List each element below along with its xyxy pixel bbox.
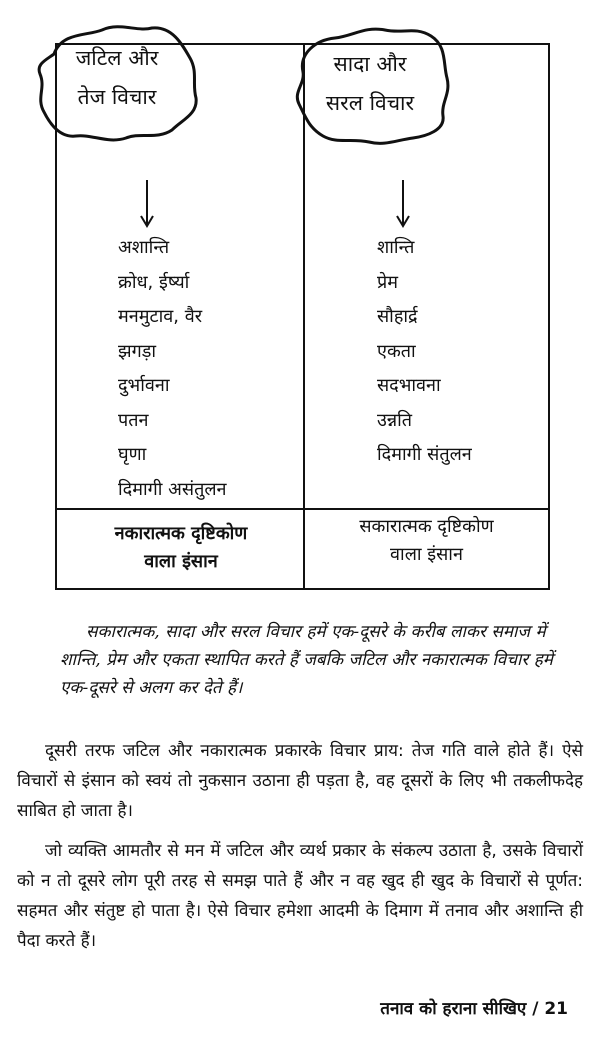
row-divider	[57, 508, 548, 510]
complex-thoughts-bubble	[32, 14, 202, 144]
list-item: दुर्भावना	[118, 375, 170, 396]
complex-thoughts-title-line1: जटिल और	[75, 46, 159, 70]
list-item: दिमागी असंतुलन	[118, 478, 227, 500]
positive-attitude-line2: वाला इंसान	[390, 543, 463, 565]
body-paragraph: जो व्यक्ति आमतौर से मन में जटिल और व्यर्थ प्रकार के संकल्प उठाता है, उसके विचारों को न तो दूसरे लोग पूरी तरह से समझ पाते हैं और न वह खुद ही खुद के विचारों से पूर्णत: सहमत और संतुष्ट हो पाता है। ऐसे विचार हमेशा आदमी के दिमाग में तनाव और अशान्ति ही पैदा करते हैं।	[17, 841, 583, 951]
list-item: झगड़ा	[118, 340, 157, 362]
list-item: उन्नति	[377, 409, 413, 431]
list-item: एकता	[377, 340, 416, 362]
negative-effects-list	[118, 231, 227, 507]
simple-thoughts-title-line2: सरल विचार	[325, 91, 415, 115]
positive-attitude-label	[304, 513, 549, 569]
negative-attitude-label	[60, 520, 302, 576]
simple-thoughts-title-line1: सादा और	[333, 52, 407, 76]
negative-attitude-line2: वाला इंसान	[144, 550, 218, 572]
negative-attitude-line1: नकारात्मक दृष्टिकोण	[114, 523, 248, 544]
complex-thoughts-title-line2: तेज विचार	[77, 85, 157, 109]
list-item: घृणा	[118, 444, 147, 465]
positive-attitude-line1: सकारात्मक दृष्टिकोण	[359, 516, 494, 537]
simple-thoughts-bubble	[285, 20, 455, 150]
list-item: सदभावना	[377, 375, 441, 396]
list-item: अशान्ति	[118, 237, 170, 258]
italic-summary-paragraph: सकारात्मक, सादा और सरल विचार हमें एक-दूसरे के करीब लाकर समाज में शान्ति, प्रेम और एकता स्थापित करते हैं जबकि जटिल और नकारात्मक विचार हमें एक-दूसरे से अलग कर देते हैं।	[60, 622, 553, 698]
positive-effects-list	[377, 231, 472, 473]
list-item: क्रोध, ईर्ष्या	[118, 271, 190, 293]
list-item: शान्ति	[377, 237, 415, 258]
list-item: दिमागी संतुलन	[377, 444, 472, 465]
arrow-down-icon	[395, 180, 411, 230]
list-item: मनमुटाव, वैर	[118, 306, 203, 327]
list-item: सौहार्द्र	[377, 306, 418, 327]
list-item: प्रेम	[377, 271, 399, 293]
arrow-down-icon	[139, 180, 155, 230]
page-footer: तनाव को हराना सीखिए / 21	[380, 999, 568, 1019]
body-paragraph: दूसरी तरफ जटिल और नकारात्मक प्रकारके विचार प्राय: तेज गति वाले होते हैं। ऐसे विचारों से इंसान को स्वयं तो नुकसान उठाना ही पड़ता है, वह दूसरों के लिए भी तकलीफदेह साबित हो जाता है।	[17, 741, 583, 821]
list-item: पतन	[118, 409, 149, 431]
